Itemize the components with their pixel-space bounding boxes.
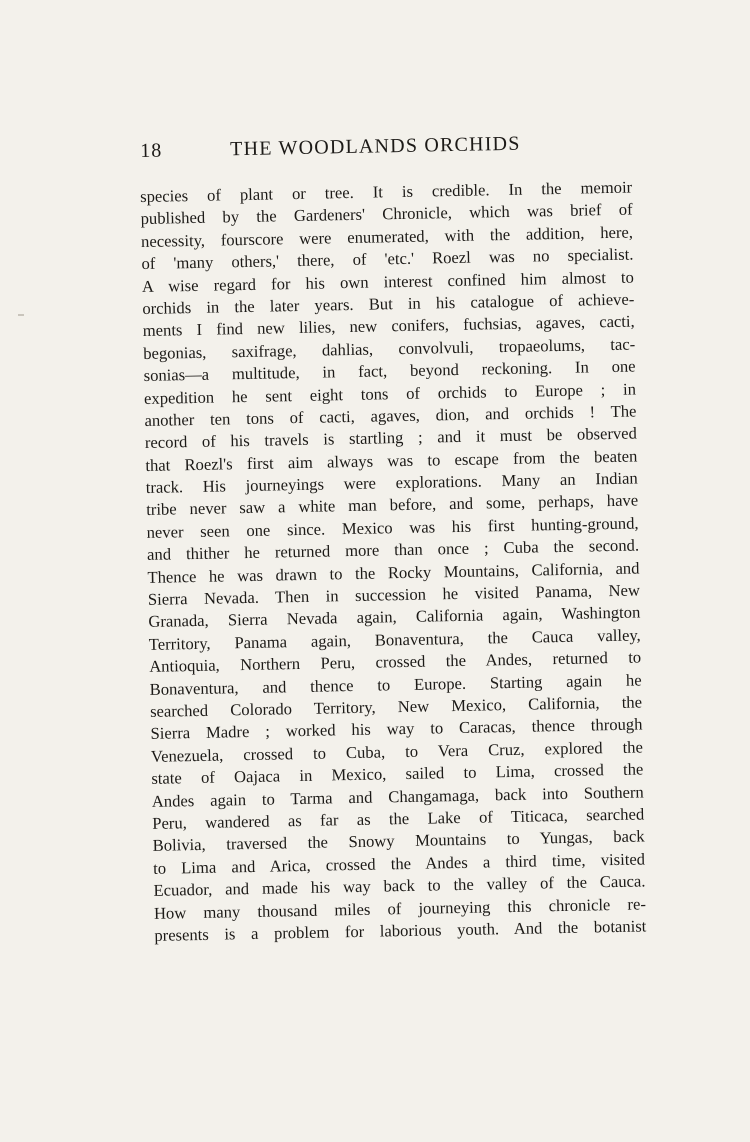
page-header (140, 131, 631, 174)
text-line: Ecuador, and made his way back to the valley of the Cauca. (153, 871, 646, 900)
body-text (140, 177, 647, 948)
text-line: How many thousand miles of journeying this chronicle re- (153, 893, 647, 923)
text-line: that Roezl's first aim always was to escape from the beaten (145, 446, 638, 475)
page-number: 18 (140, 139, 163, 162)
text-line: Venezuela, crossed to Cuba, to Vera Cruz, explored the (150, 737, 644, 766)
text-line: Bolivia, traversed the Snowy Mountains to Yungas, back (152, 826, 645, 856)
running-head: THE WOODLANDS ORCHIDS (229, 132, 521, 161)
text-line: Granada, Sierra Nevada again, California again, Washington (148, 602, 641, 632)
text-line: another ten tons of cacti, agaves, dion, and orchids ! The (144, 401, 637, 430)
text-line: species of plant or tree. It is credible. In the memoir (140, 177, 633, 206)
text-line: tribe never saw a white man before, and some, perhaps, have (146, 490, 639, 520)
text-line: orchids in the later years. But in his catalogue of achieve- (142, 289, 635, 318)
text-line: and thither he returned more than once ; Cuba the second. (146, 535, 640, 565)
text-line: begonias, saxifrage, dahlias, convolvuli, tropaeolums, tac- (143, 334, 636, 363)
text-line: track. His journeyings were explorations. Many an Indian (145, 468, 638, 498)
text-line: published by the Gardeners' Chronicle, which was brief of (140, 199, 633, 229)
text-line: never seen one since. Mexico was his first hunting-ground, (146, 513, 639, 542)
margin-mark (18, 314, 24, 316)
text-line: Antioquia, Northern Peru, crossed the Andes, returned to (149, 647, 642, 677)
text-line: Sierra Madre ; worked his way to Caracas, thence through (150, 714, 643, 744)
text-line: record of his travels is startling ; and it must be observed (144, 423, 638, 453)
text-line: Territory, Panama again, Bonaventura, the Cauca valley, (148, 625, 641, 654)
text-line: Bonaventura, and thence to Europe. Starting again he (149, 670, 642, 699)
text-line: to Lima and Arica, crossed the Andes a third time, visited (152, 849, 646, 878)
text-line: Sierra Nevada. Then in succession he visited Panama, New (147, 580, 641, 609)
text-line: searched Colorado Territory, New Mexico, California, the (149, 692, 643, 721)
text-line: presents is a problem for laborious youth. And the botanist (154, 916, 647, 945)
text-line: necessity, fourscore were enumerated, with the addition, here, (140, 222, 634, 251)
text-line: Thence he was drawn to the Rocky Mountains, California, and (147, 558, 640, 587)
text-line: of 'many others,' there, of 'etc.' Roezl was no specialist. (141, 244, 634, 274)
text-line: Peru, wandered as far as the Lake of Titicaca, searched (152, 804, 645, 833)
text-line: ments I find new lilies, new conifers, fuchsias, agaves, cacti, (142, 311, 635, 341)
text-line: A wise regard for his own interest confined him almost to (141, 267, 635, 296)
text-line: expedition he sent eight tons of orchids to Europe ; in (143, 379, 637, 408)
text-line: state of Oajaca in Mexico, sailed to Lima, crossed the (151, 759, 644, 789)
text-line: Andes again to Tarma and Changamaga, back into Southern (151, 781, 644, 811)
text-line: sonias—a multitude, in fact, beyond reckoning. In one (143, 356, 636, 386)
